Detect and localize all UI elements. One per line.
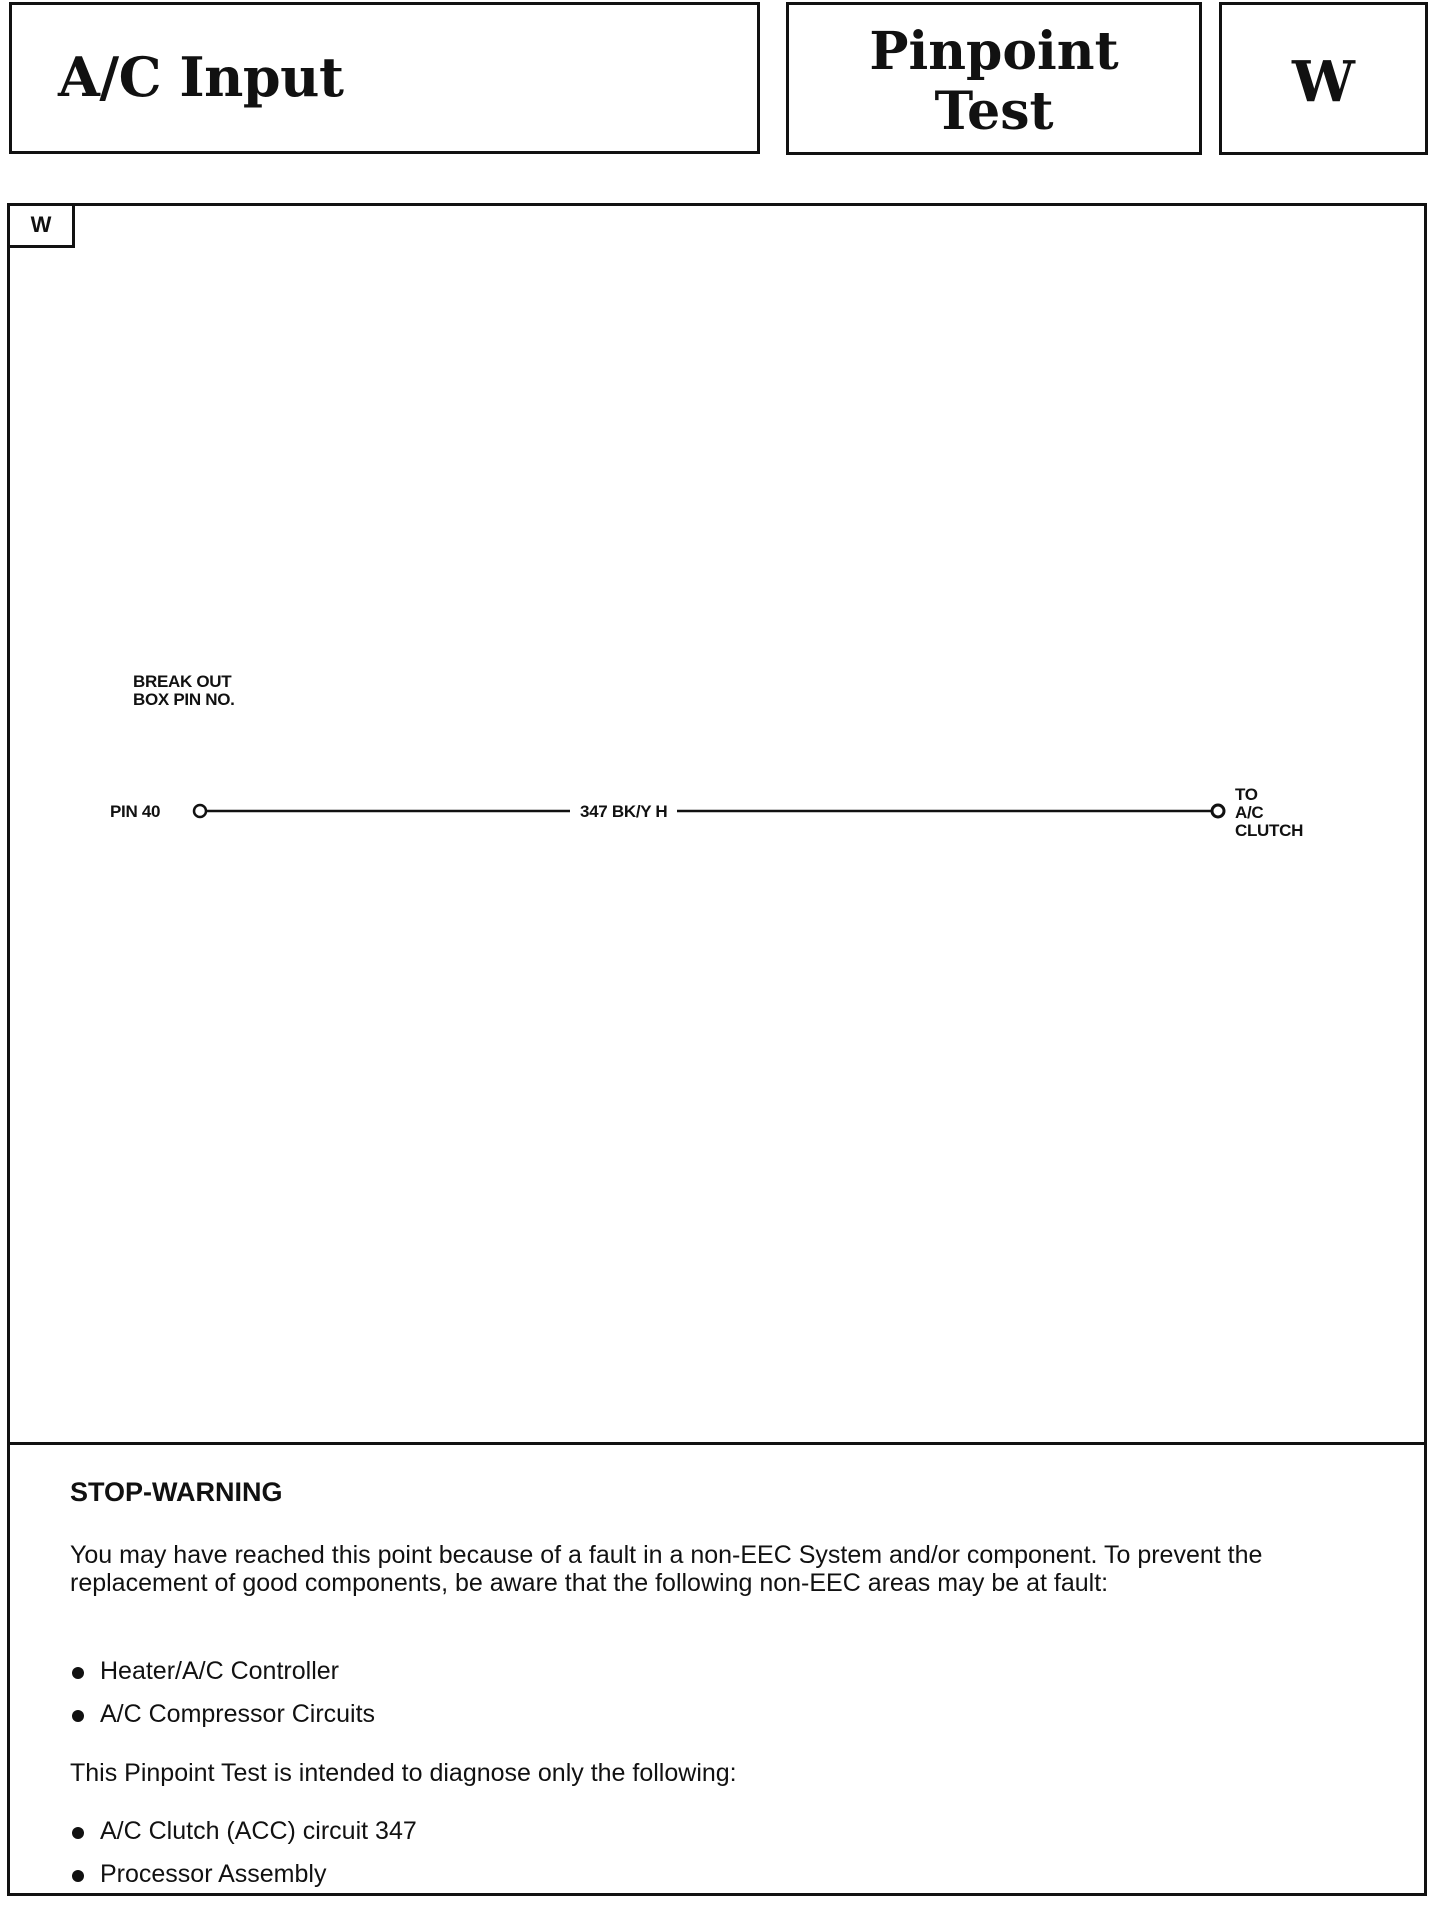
header-test-letter-box xyxy=(1219,2,1428,155)
bullet-icon xyxy=(72,1827,84,1839)
warning-title: STOP-WARNING xyxy=(70,1477,283,1507)
clutch-terminal-icon xyxy=(1212,805,1224,817)
bullet-icon xyxy=(72,1870,84,1882)
bullet-icon xyxy=(72,1710,84,1722)
header-title-box xyxy=(9,2,760,154)
wire-label: 347 BK/Y H xyxy=(570,803,677,821)
breakout-box-label: BREAK OUT BOX PIN NO. xyxy=(133,672,235,709)
header-test-type-box xyxy=(786,2,1202,155)
pin-terminal-icon xyxy=(194,805,206,817)
list-item: Heater/A/C Controller xyxy=(70,1657,375,1700)
test-letter: W xyxy=(1292,49,1355,115)
pin-label: PIN 40 xyxy=(110,802,161,821)
list-item: Processor Assembly xyxy=(70,1860,417,1903)
list-item: A/C Compressor Circuits xyxy=(70,1700,375,1743)
destination-label: TO A/C CLUTCH xyxy=(1235,785,1304,840)
scope-intro: This Pinpoint Test is intended to diagnose only the following: xyxy=(70,1759,737,1787)
warning-intro: You may have reached this point because of a fault in a non-EEC System and/or component. To prevent the replacement of good components, be aware that the following non-EEC areas may be at fault: xyxy=(70,1541,1263,1597)
list-item: A/C Clutch (ACC) circuit 347 xyxy=(70,1817,417,1860)
wiring-diagram xyxy=(10,206,1424,1445)
bullet-icon xyxy=(72,1667,84,1679)
wire-drawing xyxy=(10,206,1424,1442)
main-panel xyxy=(7,203,1427,1896)
diagnoses-list xyxy=(70,1817,417,1903)
page-title: A/C Input xyxy=(58,45,344,109)
fault-areas-list xyxy=(70,1657,375,1743)
diagram-tag: W xyxy=(10,206,75,248)
test-type-line1: Pinpoint xyxy=(869,21,1119,82)
test-type-line2: Test xyxy=(934,81,1054,142)
